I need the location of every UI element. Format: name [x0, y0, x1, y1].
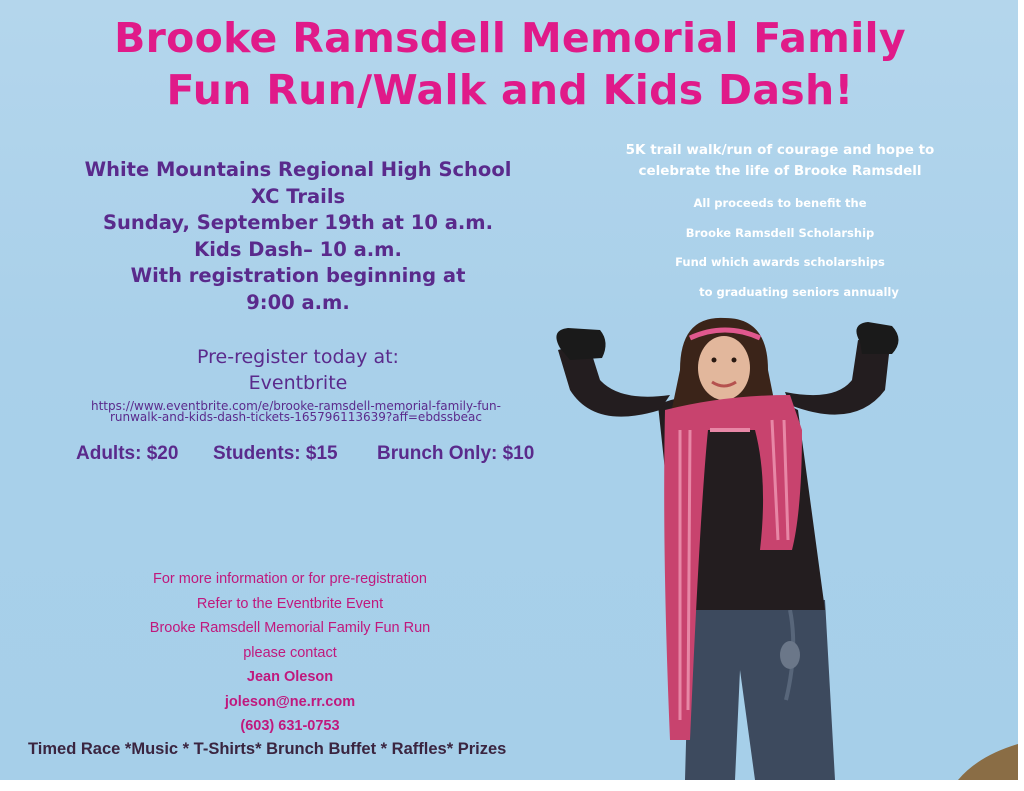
eventbrite-link-line-1[interactable]: https://www.eventbrite.com/e/brooke-ramsdell-memorial-family-fun- [91, 399, 501, 413]
contact-line-4: please contact [243, 644, 337, 661]
contact-phone[interactable]: (603) 631-0753 [240, 718, 340, 734]
event-location: White Mountains Regional High School [84, 158, 512, 181]
about-section [570, 140, 990, 307]
about-headline-line-2: celebrate the life of Brooke Ramsdell [638, 163, 922, 179]
about-headline-line-1: 5K trail walk/run of courage and hope to [625, 142, 935, 158]
eventbrite-link[interactable] [56, 401, 536, 423]
features-line: Timed Race *Music * T-Shirts* Brunch Buffet * Raffles* Prizes [28, 740, 507, 758]
contact-section [90, 567, 490, 739]
right-glove [856, 322, 898, 354]
title-line-1: Brooke Ramsdell Memorial Family [114, 14, 906, 62]
event-date: Sunday, September 19th at 10 a.m. [102, 211, 494, 234]
registration-note: With registration beginning at [130, 264, 466, 287]
scholarship-line-1: All proceeds to benefit the [693, 196, 867, 210]
event-details [60, 157, 536, 316]
brooke-photo [540, 310, 910, 780]
kids-dash-time: Kids Dash– 10 a.m. [194, 237, 402, 261]
price-brunch: Brunch Only: $10 [377, 443, 535, 464]
ground-patch [958, 744, 1018, 780]
contact-name: Jean Oleson [246, 669, 334, 685]
contact-email[interactable]: joleson@ne.rr.com [224, 693, 356, 710]
face [698, 336, 750, 400]
registration-time: 9:00 a.m. [246, 290, 350, 314]
jeans [685, 595, 835, 780]
eventbrite-link-line-2[interactable]: runwalk-and-kids-dash-tickets-165796113639?aff=ebdssbeac [109, 410, 483, 424]
contact-line-2: Refer to the Eventbrite Event [196, 595, 384, 612]
preregister-heading: Pre-register today at: [197, 346, 399, 368]
price-adults: Adults: $20 [76, 443, 179, 464]
about-headline [570, 140, 990, 182]
event-venue: XC Trails [250, 184, 346, 208]
flyer-title [20, 12, 1000, 116]
title-line-2: Fun Run/Walk and Kids Dash! [166, 66, 854, 114]
contact-line-3: Brooke Ramsdell Memorial Family Fun Run [149, 620, 431, 636]
scholarship-info [570, 189, 990, 307]
preregister-platform: Eventbrite [248, 372, 348, 394]
price-list [76, 442, 556, 466]
scholarship-line-2: Brooke Ramsdell Scholarship [685, 225, 875, 240]
scholarship-line-3: Fund which awards scholarships [675, 255, 885, 269]
preregister-section [60, 344, 536, 396]
contact-line-1: For more information or for pre-registration [153, 571, 427, 587]
price-students: Students: $15 [213, 443, 338, 464]
scholarship-line-4: to graduating seniors annually [699, 284, 899, 299]
